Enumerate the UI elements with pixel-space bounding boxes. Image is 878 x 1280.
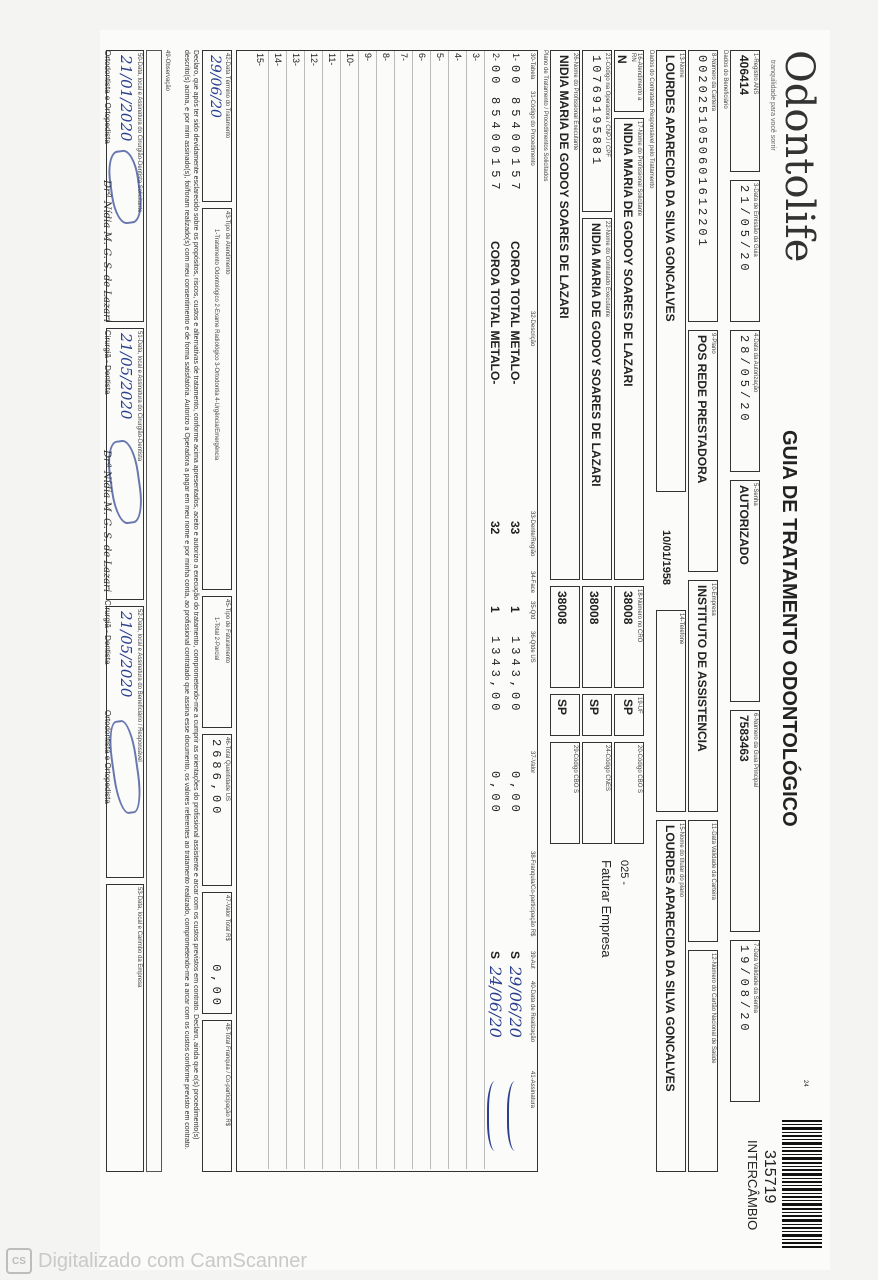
faturar-label: Faturar Empresa	[599, 860, 614, 958]
table-row-empty	[394, 51, 413, 1169]
row-valor: 0,00	[508, 771, 522, 816]
table-row	[485, 51, 505, 1169]
prof-executante-box	[550, 50, 580, 580]
row-number: 12-	[309, 53, 319, 67]
table-row	[505, 51, 525, 1169]
empresa-label: 10-Empresa	[710, 583, 716, 616]
col-header-us: 36-Qtde US	[529, 631, 535, 663]
stamp-1-line-1: Drª Nídia M. G. S. de Lazari	[101, 180, 112, 323]
col-header-data: 40-Data de Realização	[529, 981, 535, 1043]
termino-box	[202, 50, 232, 202]
codigo-operadora-box	[582, 50, 612, 212]
form-title: GUIA DE TRATAMENTO ODONTOLÓGICO	[778, 430, 800, 827]
nome-label: 13-Nome	[678, 53, 684, 78]
col-header-valor: 37-Valor	[529, 751, 535, 774]
table-row-empty	[412, 51, 431, 1169]
data-autorizacao-box	[730, 330, 760, 472]
prof-executante-label: 26-Nome do Profissional Executante	[572, 53, 578, 151]
cbo-box	[614, 742, 644, 844]
row-descricao: COROA TOTAL METALO-	[508, 241, 522, 385]
tipo-atendimento-label: 43-Tipo de Atendimento	[224, 211, 230, 275]
observacao-box	[146, 50, 162, 1172]
row-signature	[507, 1081, 527, 1151]
row-number: 9-	[363, 53, 373, 62]
titular-label: 15-Nome do titular do plano	[678, 823, 684, 898]
camscanner-logo-icon: CS	[6, 1248, 32, 1274]
row-aut: S	[508, 951, 522, 960]
senha-value: AUTORIZADO	[737, 485, 751, 565]
faturar-code: 025 -	[618, 860, 630, 886]
data-emissao-value: 21/05/20	[737, 185, 751, 275]
termino-label: 42-Data Término do Tratamento	[224, 53, 230, 139]
cbo3-box	[550, 742, 580, 844]
total-us-box	[202, 734, 232, 886]
logo-tagline: tranquilidade para você sorrir	[769, 60, 776, 151]
row-number: 10-	[345, 53, 355, 67]
cro-value: 38008	[621, 591, 635, 625]
row-data: 29/06/20	[506, 966, 525, 1038]
codigo-operadora-value: 10769195881	[589, 55, 603, 168]
page-mark: 24	[802, 1080, 808, 1087]
senha-label: 5-Senha	[752, 483, 758, 506]
scanner-text: Digitalizado com CamScanner	[38, 1249, 308, 1272]
col-header-dente: 33-Dente/Região	[529, 511, 535, 557]
col-header-qtd: 35-Qtd	[529, 601, 535, 620]
row-number: 7-	[399, 53, 409, 62]
col-header-codigo: 31-Código do Procedimento	[529, 91, 535, 166]
validade-carteira-box	[688, 820, 718, 942]
empresa-box	[688, 580, 718, 812]
table-row-empty	[448, 51, 467, 1169]
row-number: 3-	[471, 53, 481, 62]
row-valor: 0,00	[488, 771, 502, 816]
uf-box	[614, 694, 644, 736]
sig4-label: 53-Data, local e Carimbo da Empresa	[136, 887, 142, 988]
row-number: 14-	[273, 53, 283, 67]
barcode-graphic	[782, 1120, 822, 1250]
guia-principal-label: 6-Número da Guia Principal	[752, 713, 758, 788]
plano-box	[688, 330, 718, 572]
termino-value: 29/06/20	[207, 55, 223, 118]
table-row-empty	[268, 51, 287, 1169]
sig3-date: 21/05/2020	[117, 611, 135, 698]
numero-carteira-value: 0020251050601612201	[695, 55, 709, 249]
telefone-box	[656, 610, 686, 812]
cnes-label: 24-Código CNES	[604, 745, 610, 792]
table-row-empty	[286, 51, 305, 1169]
sig2-label: 51-Data, local e Assinatura do Cirurgião-Dentista	[136, 331, 142, 462]
cro2-value: 38008	[587, 591, 601, 625]
total-franquia-box	[202, 1020, 232, 1172]
row-descricao: COROA TOTAL METALO-	[488, 241, 502, 385]
stamp-2-line-1: Drª Nídia M. G. S. de Lazari	[101, 450, 112, 593]
col-header-face: 34-Face	[529, 571, 535, 594]
table-row-empty	[322, 51, 341, 1169]
data-emissao-label: 3-Data de Emissão da Guia	[752, 183, 758, 257]
plano-value: POS REDE PRESTADORA	[695, 335, 709, 484]
col-header-assinatura: 41-Assinatura	[529, 1071, 535, 1109]
cro3-box	[550, 586, 580, 688]
registro-ans-box	[730, 50, 760, 172]
cro3-value: 38008	[555, 591, 569, 625]
nascimento-value: 10/01/1958	[660, 530, 672, 586]
numero-carteira-label: 8-Número da Carteira	[710, 53, 716, 112]
stamp-2-line-2: Cirurgiã - Dentista	[103, 600, 112, 665]
sig1-date: 21/01/2020	[117, 55, 135, 142]
cro2-box	[582, 586, 612, 688]
titular-box	[656, 820, 686, 1172]
cro-label: 18-Número no CRO	[636, 589, 642, 643]
prof-executante-value: NIDIA MARIA DE GODOY SOARES DE LAZARI	[557, 55, 571, 319]
cbo-label: 20-Código CBO S	[636, 745, 642, 794]
validade-senha-box	[730, 940, 760, 1102]
col-header-aut: 39-Aut	[529, 951, 535, 969]
table-row-empty	[430, 51, 449, 1169]
data-autorizacao-value: 28/05/20	[737, 335, 751, 425]
telefone-label: 14-Telefone	[678, 613, 684, 645]
titular-value: LOURDES APARECIDA DA SILVA GONCALVES	[663, 825, 677, 1092]
guia-principal-value: 7583463	[737, 715, 751, 762]
row-qtd: 1	[488, 606, 502, 613]
senha-box	[730, 480, 760, 702]
codigo-operadora-label: 21-Código na Operadora / CNPJ / CPF	[604, 53, 610, 158]
scanner-watermark	[0, 1242, 878, 1280]
row-signature	[487, 1081, 507, 1151]
stamp-2	[101, 450, 112, 592]
rn-value: N	[615, 55, 629, 64]
tipo-atendimento-options: 1-Tratamento Odontológico 2-Exame Radiológico 3-Ortodontia 4-Urgência/Emergência	[213, 229, 219, 461]
tipo-faturamento-label: 45-Tipo de Faturamento	[224, 599, 230, 664]
empresa-value: INSTITUTO DE ASSISTENCIA	[695, 585, 709, 752]
contratado-executante-value: NIDIA MARIA DE GODOY SOARES DE LAZARI	[589, 223, 603, 487]
cnes-box	[582, 742, 612, 844]
tipo-faturamento-options: 1-Total 2-Parcial	[213, 617, 219, 661]
row-us: 1343,00	[488, 636, 502, 715]
col-header-franquia: 38-Franquia/Co-participação R$	[529, 851, 535, 937]
declaracao-text: Declaro, que após ter sido devidamente esclarecido sobre os propósitos, riscos, custos e alternativas de tratamento, conforme acima apresentados, aceito e autorizo a execução do tratamento, comprometendo-me a cumprir as orientações do profissional assistente e arcar com os custos previstos em contrato. Declaro, ainda que o(s) procedimento(s) descrito(s) acima, e por mim assinado(s), foi/foram realizado(s) com meu consentimento e de forma satisfatória. Autorizo a Operadora a pagar em meu nome e por minha conta, ao profissional contratado que assina esse documento, os valores referentes ao tratamento realizado, comprometendo-me a arcar com os custos conforme previsto em contrato.	[183, 50, 199, 1150]
table-row-empty	[376, 51, 395, 1169]
sig2-date: 21/05/2020	[117, 333, 135, 420]
row-us: 1343,00	[508, 636, 522, 715]
nome-box	[656, 50, 686, 492]
cartao-nacional-box	[688, 950, 718, 1172]
uf3-value: SP	[555, 699, 569, 716]
dados-beneficiario-header: Dados do Beneficiário	[722, 50, 728, 109]
row-tabela: 00	[508, 65, 522, 88]
table-row-empty	[340, 51, 359, 1169]
stamp-1-line-3: Ortodontista e Ortopedista	[103, 50, 112, 144]
row-number: 11-	[327, 53, 337, 66]
cbo3-label: 29-Código CBO S	[572, 745, 578, 794]
validade-carteira-label: 11-Data Validade da Carteira	[710, 823, 716, 900]
sig1-label: 50-Data, local e Assinatura do Cirurgião-Dentista Solicitante	[136, 53, 142, 213]
row-number: 6-	[417, 53, 427, 62]
plano-label: 9-Plano	[710, 333, 716, 354]
stamp-1	[101, 180, 112, 322]
row-number: 2-	[491, 53, 501, 62]
barcode-number: 315719	[761, 1150, 778, 1204]
row-number: 1-	[511, 53, 521, 62]
tipo-atendimento-box	[202, 208, 232, 590]
valor-total-box	[202, 892, 232, 1014]
registro-ans-value: 406414	[737, 55, 751, 96]
uf-value: SP	[621, 699, 635, 716]
contratado-header: Dados do Contratado Responsável pelo Tratamento	[648, 50, 654, 189]
table-row-empty	[304, 51, 323, 1169]
row-dente: 32	[488, 521, 502, 535]
prof-solicitante-label: 17-Nome do Profissional Solicitante	[636, 121, 642, 217]
col-header-descricao: 32-Descrição	[529, 311, 535, 347]
row-codigo: 85400157	[508, 97, 522, 195]
intercambio-label: INTERCÂMBIO	[745, 1140, 760, 1231]
row-dente: 33	[508, 521, 522, 535]
table-row-empty	[358, 51, 377, 1169]
valor-total-value: 0,00	[209, 964, 223, 1009]
company-logo: Odontolife	[776, 50, 822, 263]
cro-box	[614, 586, 644, 688]
valor-total-label: 47-Valor Total R$	[224, 895, 230, 941]
row-tabela: 00	[488, 65, 502, 88]
total-franquia-label: 48-Total Franquia / Co-participação R$	[224, 1023, 230, 1127]
sig3-label: 52-Data, local e Assinatura do Beneficiário / Responsável	[136, 609, 142, 762]
total-us-label: 46-Total Quantidade US	[224, 737, 230, 802]
table-row-empty	[466, 51, 485, 1169]
cartao-nacional-label: 12-Número do Cartão Nacional de Saúde	[710, 953, 716, 1064]
data-emissao-box	[730, 180, 760, 322]
procedures-table	[236, 50, 538, 1172]
row-codigo: 85400157	[488, 97, 502, 195]
validade-senha-value: 19/08/20	[737, 945, 751, 1035]
numero-carteira-box	[688, 50, 718, 322]
prof-solicitante-value: NIDIA MARIA DE GODOY SOARES DE LAZARI	[621, 123, 635, 387]
registro-ans-label: 1-Registro ANS	[752, 53, 758, 95]
plano-tratamento-header: Plano de Tratamento / Procedimentos Solicitados	[542, 50, 548, 182]
uf-label: 19-UF	[636, 697, 642, 714]
data-autorizacao-label: 4-Data da Autorização	[752, 333, 758, 393]
row-number: 4-	[453, 53, 463, 62]
stamp-2-line-3: Ortodontista e Ortopedista	[103, 710, 112, 804]
nome-value: LOURDES APARECIDA DA SILVA GONCALVES	[663, 55, 677, 322]
uf2-box	[582, 694, 612, 736]
stamp-1-line-2: Cirurgiã - Dentista	[103, 330, 112, 395]
total-us-value: 2686,00	[209, 739, 223, 818]
contratado-executante-box	[582, 218, 612, 580]
sig4-box	[106, 884, 144, 1172]
uf3-box	[550, 694, 580, 736]
table-row-empty	[250, 51, 269, 1169]
uf2-value: SP	[587, 699, 601, 716]
guia-principal-box	[730, 710, 760, 932]
rn-label: 16-Atendimento a RN	[630, 53, 642, 101]
row-number: 8-	[381, 53, 391, 62]
row-qtd: 1	[508, 606, 522, 613]
rn-box	[614, 50, 644, 112]
row-number: 5-	[435, 53, 445, 62]
barcode	[782, 1120, 822, 1250]
col-header-tabela: 30-Tabela	[529, 53, 535, 80]
row-number: 13-	[291, 53, 301, 67]
observacao-label: 49-Observação	[164, 50, 170, 92]
contratado-executante-label: 22-Nome do Contratado Executante	[604, 221, 610, 318]
row-aut: S	[488, 951, 502, 960]
row-data: 24/06/20	[486, 966, 505, 1038]
prof-solicitante-box	[614, 118, 644, 580]
row-number: 15-	[255, 53, 265, 67]
dental-treatment-form	[100, 30, 830, 1270]
validade-senha-label: 7-Data Validade da Senha	[752, 943, 758, 1013]
tipo-faturamento-box	[202, 596, 232, 728]
